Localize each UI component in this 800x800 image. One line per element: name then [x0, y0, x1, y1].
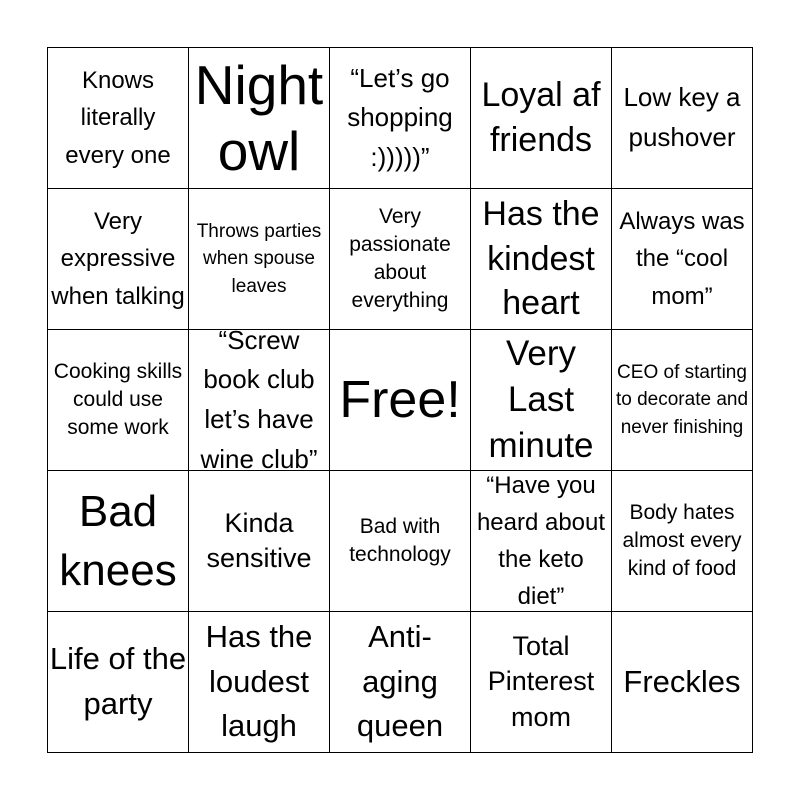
bingo-cell[interactable]: Bad knees [48, 471, 189, 612]
bingo-cell[interactable]: Cooking skills could use some work [48, 330, 189, 471]
bingo-cell[interactable]: Very expressive when talking [48, 189, 189, 330]
bingo-cell[interactable]: Has the loudest laugh [189, 612, 330, 753]
bingo-cell[interactable]: Bad with technology [330, 471, 471, 612]
bingo-cell[interactable]: Very Last minute [471, 330, 612, 471]
bingo-cell[interactable]: Low key a pushover [612, 48, 753, 189]
bingo-cell[interactable]: “Screw book club let’s have wine club” [189, 330, 330, 471]
bingo-cell[interactable]: CEO of starting to decorate and never finishing [612, 330, 753, 471]
bingo-cell[interactable]: Kinda sensitive [189, 471, 330, 612]
bingo-cell[interactable]: Has the kindest heart [471, 189, 612, 330]
bingo-cell-free[interactable]: Free! [330, 330, 471, 471]
bingo-cell[interactable]: Night owl [189, 48, 330, 189]
bingo-cell[interactable]: Very passionate about everything [330, 189, 471, 330]
bingo-cell[interactable]: Knows literally every one [48, 48, 189, 189]
bingo-cell[interactable]: Throws parties when spouse leaves [189, 189, 330, 330]
bingo-cell[interactable]: “Let’s go shopping :)))))” [330, 48, 471, 189]
bingo-cell[interactable]: Life of the party [48, 612, 189, 753]
bingo-cell[interactable]: Body hates almost every kind of food [612, 471, 753, 612]
bingo-cell[interactable]: Anti-aging queen [330, 612, 471, 753]
bingo-cell[interactable]: Freckles [612, 612, 753, 753]
bingo-cell[interactable]: Always was the “cool mom” [612, 189, 753, 330]
bingo-board [47, 47, 753, 753]
bingo-cell[interactable]: Total Pinterest mom [471, 612, 612, 753]
bingo-cell[interactable]: Loyal af friends [471, 48, 612, 189]
bingo-cell[interactable]: “Have you heard about the keto diet” [471, 471, 612, 612]
